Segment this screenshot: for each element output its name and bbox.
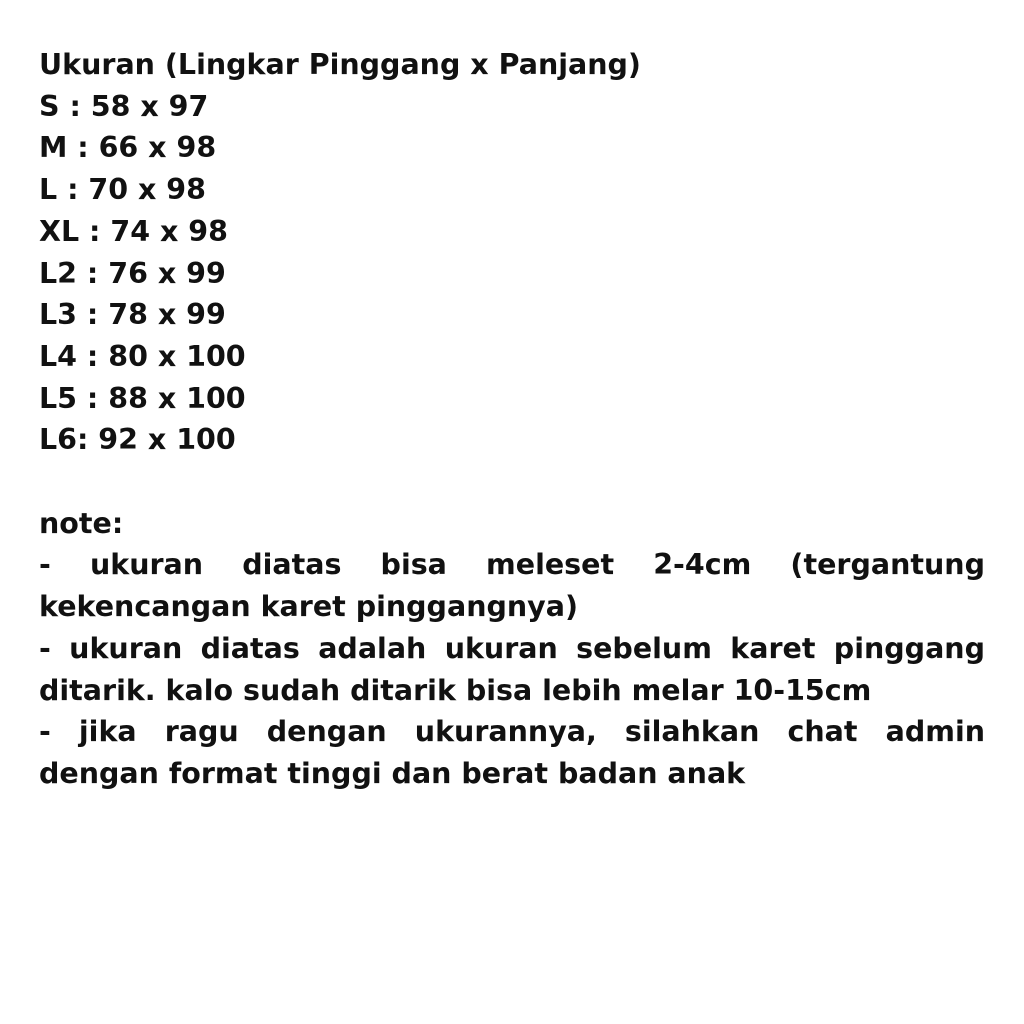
size-row-l3: L3 : 78 x 99 — [39, 298, 226, 332]
size-row-s: S : 58 x 97 — [39, 89, 209, 123]
size-row-xl: XL : 74 x 98 — [39, 214, 228, 248]
size-chart-title: Ukuran (Lingkar Pinggang x Panjang) — [39, 48, 641, 81]
size-row-l2: L2 : 76 x 99 — [39, 256, 226, 290]
size-row-l6: L6: 92 x 100 — [39, 423, 236, 457]
size-row-l4: L4 : 80 x 100 — [39, 339, 246, 373]
size-row-m: M : 66 x 98 — [39, 131, 217, 165]
spacer — [39, 461, 985, 503]
size-row-l: L : 70 x 98 — [39, 173, 206, 207]
size-chart-document — [39, 44, 985, 795]
size-row-l5: L5 : 88 x 100 — [39, 381, 246, 415]
note-item-tolerance: - ukuran diatas bisa meleset 2-4cm (tergantung kekencangan karet pinggangnya) — [39, 548, 985, 624]
note-heading: note: — [39, 506, 124, 540]
note-item-stretch: - ukuran diatas adalah ukuran sebelum karet pinggang ditarik. kalo sudah ditarik bisa lebih melar 10-15cm — [39, 631, 985, 707]
note-item-contact-admin: - jika ragu dengan ukurannya, silahkan chat admin dengan format tinggi dan berat badan anak — [39, 715, 985, 790]
